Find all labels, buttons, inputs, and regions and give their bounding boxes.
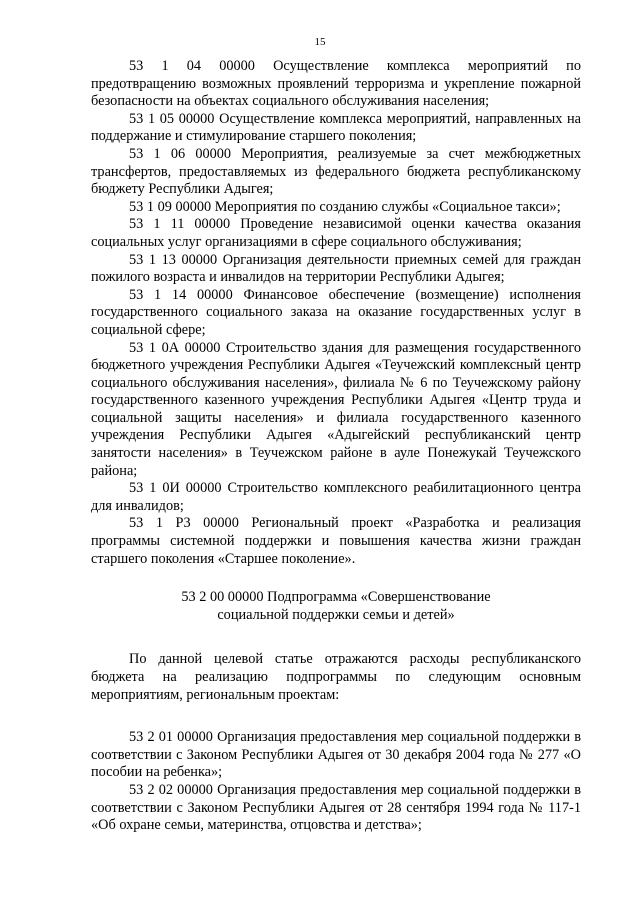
paragraph-53-1-04: 53 1 04 00000 Осуществление комплекса мероприятий по предотвращению возможных проявлений терроризма и укрепление пожарной безопасности на объектах социального обслуживания населения; — [91, 58, 581, 110]
paragraph-53-1-06: 53 1 06 00000 Мероприятия, реализуемые за счет межбюджетных трансфертов, предоставляемых из федерального бюджета республиканскому бюджету Республики Адыгея; — [91, 145, 581, 198]
intro-paragraph: По данной целевой статье отражаются расходы республиканского бюджета на реализацию подпрограммы по следующим основным мероприятиям, региональным проектам: — [91, 651, 581, 703]
page-number: 15 — [314, 36, 326, 48]
subprogram-heading-line2: социальной поддержки семьи и детей» — [217, 606, 455, 623]
paragraph-53-1-0i: 53 1 0И 00000 Строительство комплексного реабилитационного центра для инвалидов; — [91, 480, 581, 514]
document-body — [91, 58, 581, 835]
paragraph-53-1-09: 53 1 09 00000 Мероприятия по созданию службы «Социальное такси»; — [129, 198, 561, 215]
paragraph-53-2-01: 53 2 01 00000 Организация предоставления мер социальной поддержки в соответствии с Законом Республики Адыгея от 30 декабря 2004 года № 277 «О пособии на ребенка»; — [91, 729, 581, 781]
paragraph-53-1-p3: 53 1 P3 00000 Региональный проект «Разработка и реализация программы системной поддержки и повышения качества жизни граждан старшего поколения «Старшее поколение». — [91, 515, 581, 567]
paragraph-53-1-14: 53 1 14 00000 Финансовое обеспечение (возмещение) исполнения государственного социального заказа на оказание государственных услуг в социальной сфере; — [91, 286, 581, 338]
paragraph-53-1-11: 53 1 11 00000 Проведение независимой оценки качества оказания социальных услуг организациями в сфере социального обслуживания; — [91, 216, 581, 250]
paragraph-53-2-02: 53 2 02 00000 Организация предоставления мер социальной поддержки в соответствии с Законом Республики Адыгея от 28 сентября 1994 года № 117-1 «Об охране семьи, материнства, отцовства и детства»; — [91, 781, 581, 834]
paragraph-53-1-0a: 53 1 0А 00000 Строительство здания для размещения государственного бюджетного учреждения Республики Адыгея «Теучежский комплексный центр социального обслуживания населения», филиала № 6 по Теучежскому району государственного казенного учреждения Республики Адыгея «Центр труда и социальной защиты населения» и филиала государственного казенного учреждения Республики Адыгея «Адыгейский республиканский центр занятости населения» в Теучежском районе в ауле Понежукай Теучежского района; — [91, 339, 581, 479]
subprogram-heading-line1: 53 2 00 00000 Подпрограмма «Совершенствование — [181, 589, 491, 606]
paragraph-53-1-05: 53 1 05 00000 Осуществление комплекса мероприятий, направленных на поддержание и стимулирование старшего поколения; — [91, 110, 581, 145]
paragraph-53-1-13: 53 1 13 00000 Организация деятельности приемных семей для граждан пожилого возраста и инвалидов на территории Республики Адыгея; — [91, 251, 581, 286]
subprogram-heading — [91, 589, 581, 624]
